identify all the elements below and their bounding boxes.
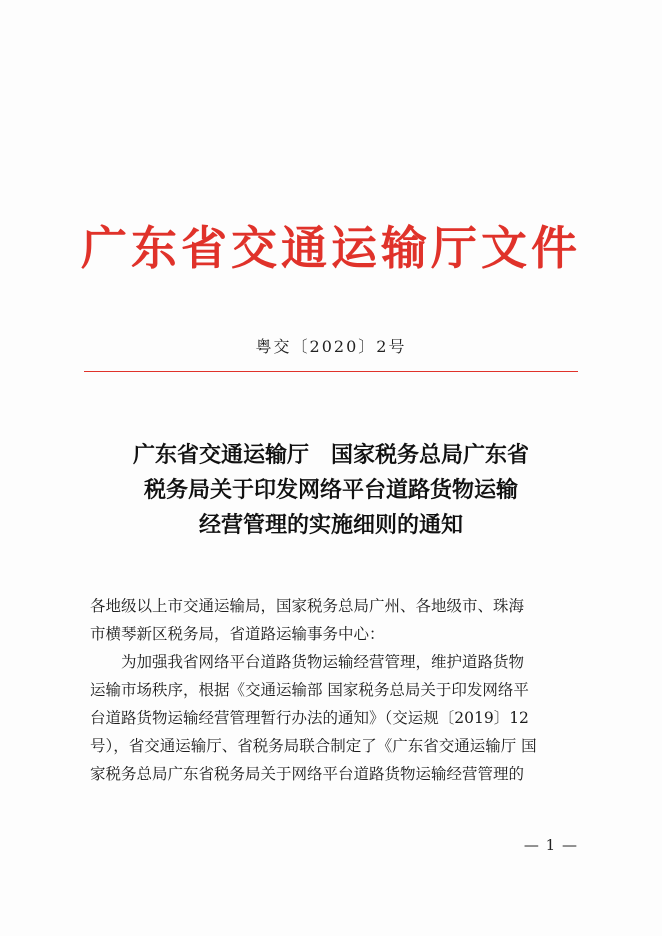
- notice-body: [90, 592, 578, 788]
- title-line: 经营管理的实施细则的通知: [198, 512, 463, 538]
- addressee-line: 各地级以上市交通运输局，国家税务总局广州、各地级市、珠海: [90, 597, 525, 615]
- paragraph-line: 号），省交通运输厅、省税务局联合制定了《广东省交通运输厅 国: [90, 737, 537, 755]
- paragraph-line: 运输市场秩序，根据《交通运输部 国家税务总局关于印发网络平: [90, 681, 529, 699]
- notice-title: [60, 438, 602, 543]
- page-number: — 1 —: [523, 836, 578, 854]
- document-number: 粤交〔2020〕2号: [255, 337, 407, 356]
- addressee-line: 市横琴新区税务局，省道路运输事务中心：: [90, 625, 385, 643]
- paragraph-line: 家税务总局广东省税务局关于网络平台道路货物运输经营管理的: [90, 765, 525, 783]
- title-line: 税务局关于印发网络平台道路货物运输: [143, 477, 518, 503]
- paragraph-line: 为加强我省网络平台道路货物运输经营管理，维护道路货物: [121, 653, 525, 671]
- red-divider-line: [84, 371, 578, 372]
- paragraph-line: 台道路货物运输经营管理暂行办法的通知》（交运规〔2019〕12: [90, 709, 529, 727]
- issuing-agency-header: 广东省交通运输厅文件: [81, 221, 581, 275]
- title-line: 广东省交通运输厅 国家税务总局广东省: [132, 442, 529, 468]
